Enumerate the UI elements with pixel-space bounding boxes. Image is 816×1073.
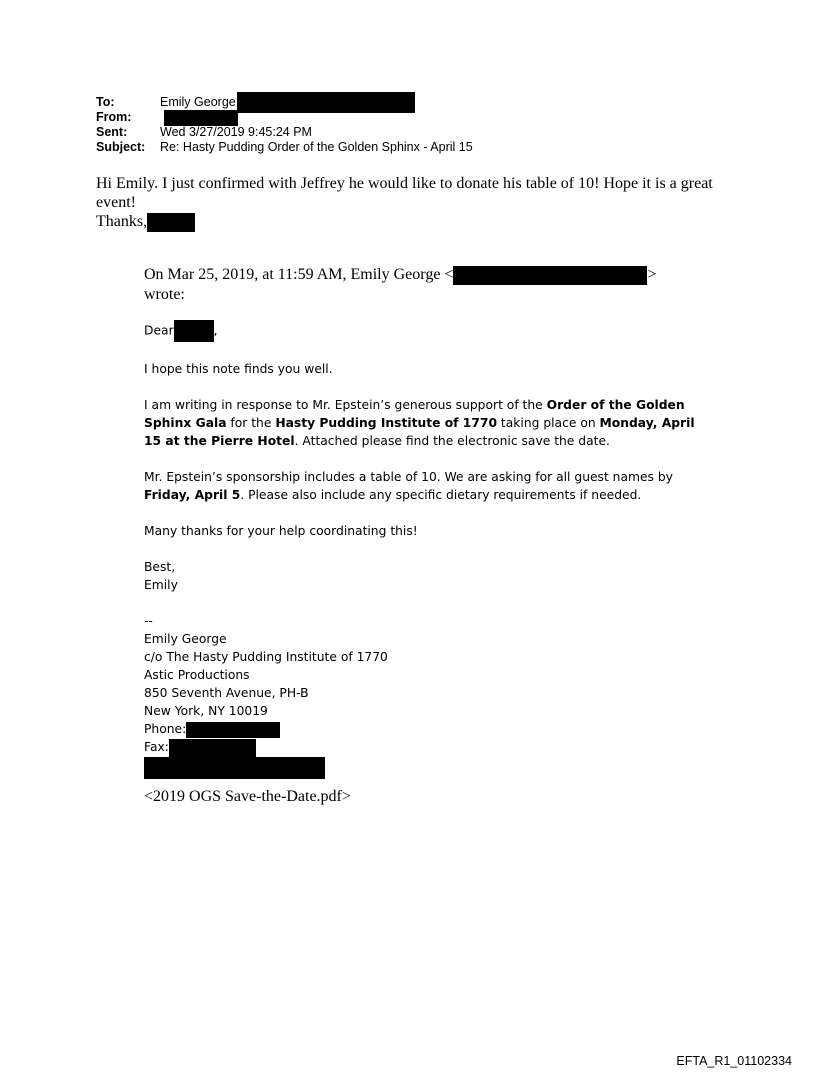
signature-block: [144, 612, 704, 781]
paragraph-3: Mr. Epstein’s sponsorship includes a table of 10. We are asking for all guest names by Friday, April 5. Please also include any specific dietary requirements if needed.: [144, 470, 673, 502]
sig-phone: Phone:: [144, 720, 704, 738]
redaction-to-email: [237, 92, 415, 113]
subject-label: Subject:: [96, 140, 146, 154]
reply-body: [96, 174, 736, 232]
quoted-intro: On Mar 25, 2019, at 11:59 AM, Emily George < >: [144, 266, 657, 283]
sig-address2: New York, NY 10019: [144, 704, 268, 718]
attachment-name: <2019 OGS Save-the-Date.pdf>: [144, 788, 351, 805]
redaction-email-footer: [144, 757, 325, 779]
from-label: From:: [96, 110, 132, 124]
redaction-sender-email: [453, 266, 647, 285]
redaction-from: [164, 110, 238, 126]
paragraph-2: I am writing in response to Mr. Epstein’s generous support of the Order of the Golden Sphinx Gala for the Hasty Pudding Institute of 1770 taking place on Monday, April 15 at the Pierre Hotel. Attached please find the electronic save the date.: [144, 398, 695, 448]
redaction-signer: [147, 213, 195, 232]
redaction-phone: [186, 722, 280, 738]
quoted-header: [144, 265, 704, 304]
sig-company: Astic Productions: [144, 668, 250, 682]
sig-email-line: [144, 757, 704, 781]
to-name: Emily George: [160, 95, 236, 109]
sig-address1: 850 Seventh Avenue, PH-B: [144, 686, 309, 700]
sig-fax: Fax:: [144, 738, 704, 757]
paragraph-1: I hope this note finds you well.: [144, 362, 333, 376]
sent-value: Wed 3/27/2019 9:45:24 PM: [160, 125, 312, 139]
closing: Best, Emily: [144, 560, 178, 592]
sig-org: c/o The Hasty Pudding Institute of 1770: [144, 650, 388, 664]
greeting: Dear ,: [144, 320, 704, 342]
sent-label: Sent:: [96, 125, 128, 139]
reply-line: Hi Emily. I just confirmed with Jeffrey he would like to donate his table of 10! Hope it is a great event!: [96, 175, 713, 211]
quoted-body: [144, 320, 704, 781]
quoted-wrote: wrote:: [144, 285, 185, 303]
document-id: EFTA_R1_01102334: [676, 1054, 792, 1068]
sig-name: Emily George: [144, 632, 227, 646]
sig-dashes: --: [144, 614, 153, 628]
subject-value: Re: Hasty Pudding Order of the Golden Sphinx - April 15: [160, 140, 473, 154]
reply-thanks: Thanks,: [96, 212, 736, 232]
sent-row: [96, 125, 473, 140]
paragraph-4: Many thanks for your help coordinating this!: [144, 524, 418, 538]
to-label: To:: [96, 95, 115, 109]
redaction-fax: [169, 739, 256, 757]
email-header: [96, 95, 473, 155]
to-row: [96, 95, 473, 110]
subject-row: [96, 140, 473, 155]
redaction-recipient-name: [174, 320, 214, 342]
